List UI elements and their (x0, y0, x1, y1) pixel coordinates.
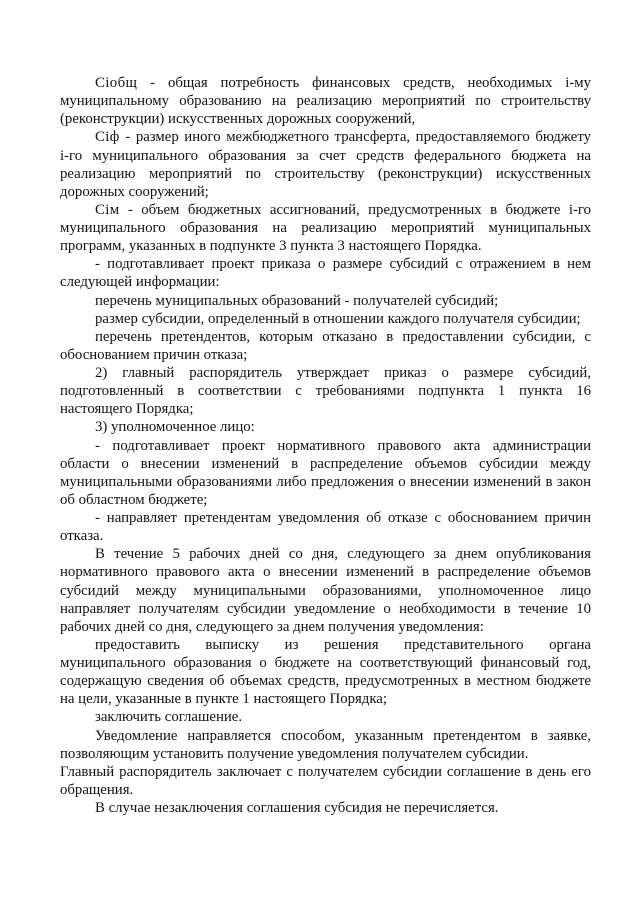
formula-symbol: Сiф (95, 129, 120, 146)
paragraph-legal-act-draft (60, 437, 591, 510)
paragraph-refusal-notice (60, 509, 591, 545)
list-item-municipalities (60, 292, 591, 310)
text-line: отказа. (60, 528, 104, 545)
text-line: - подготавливает проект приказа о размере субсидий с отражением в нем (95, 256, 591, 273)
text-line: муниципального образования на реализацию мероприятий муниципальных (60, 220, 591, 236)
text-line: заключить соглашение. (95, 709, 243, 726)
text-line: 2) главный распорядитель утверждает приказ о размере субсидий, (95, 365, 591, 381)
text-line: 3) уполномоченное лицо: (95, 419, 255, 436)
text-line: настоящего Порядка; (60, 401, 194, 418)
formula-symbol: Сiм (95, 201, 120, 218)
paragraph-agreement-day (60, 763, 591, 799)
list-item-subsidy-size (60, 310, 591, 328)
text-line: обращения. (60, 781, 134, 798)
text-line: (реконструкции) искусственных дорожных сооружений, (60, 111, 416, 128)
paragraph-notification-method (60, 727, 591, 763)
text-line: нормативного правового акта о внесении изменений в распределение объемов (60, 564, 591, 581)
formula-symbol: Сiобщ (95, 75, 138, 91)
text-line (60, 128, 591, 146)
text-line: субсидий между муниципальными образованиями, уполномоченное лицо (60, 582, 591, 599)
text-line: дорожных сооружений; (60, 183, 209, 200)
text-line: муниципальному образованию на реализацию мероприятий по строительству (60, 93, 591, 110)
document-page (60, 74, 591, 817)
text-line: области о внесении изменений в распределение объемов субсидии между (60, 455, 591, 472)
text-line: содержащую сведения об объемах средств, предусмотренных в местном бюджете (60, 673, 591, 690)
text-line: перечень претендентов, которым отказано в предоставлении субсидии, с (95, 328, 591, 345)
text-line: на цели, указанные в пункте 1 настоящего Порядка; (60, 691, 387, 708)
text-line (60, 74, 591, 92)
list-item-refused-applicants (60, 328, 591, 364)
text-line: программ, указанных в подпункте 3 пункта 3 настоящего Порядка. (60, 238, 482, 255)
text-line: Уведомление направляется способом, указанным претендентом в заявке, (95, 727, 591, 744)
text-line: В случае незаключения соглашения субсидия не перечисляется. (95, 800, 499, 816)
text-line (60, 201, 591, 219)
text-line: предоставить выписку из решения представительного органа (95, 636, 591, 653)
definition-c-f (60, 128, 591, 201)
text-line: реализацию мероприятий по строительству (реконструкции) искусственных (60, 165, 591, 182)
paragraph-order-preparation (60, 255, 591, 291)
text-line: В течение 5 рабочих дней со дня, следующего за днем опубликования (95, 546, 591, 563)
definition-c-m (60, 201, 591, 255)
text-line: позволяющим установить получение уведомления получателем субсидии. (60, 745, 529, 762)
text-line: i-го муниципального образования за счет средств федерального бюджета на (60, 147, 591, 164)
text-line: Главный распорядитель заключает с получателем субсидии соглашение в день его (60, 763, 591, 780)
text-line: муниципальными образованиями либо предложения о внесении изменений в закон (60, 473, 591, 490)
paragraph-item-2 (60, 364, 591, 418)
paragraph-sign-agreement (60, 708, 591, 726)
text-line: обоснованием причин отказа; (60, 346, 248, 363)
text-line: направляет получателям субсидии уведомление о необходимости в течение 10 (60, 600, 591, 617)
text-line: подготовленный в соответствии с требованиями подпункта 1 пункта 16 (60, 383, 591, 400)
paragraph-item-3 (60, 418, 591, 436)
text-line: размер субсидии, определенный в отношении каждого получателя субсидии; (95, 310, 581, 327)
text-line: - подготавливает проект нормативного правового акта администрации (95, 437, 591, 454)
text-line: следующей информации: (60, 274, 220, 291)
line-text: - общая потребность финансовых средств, необходимых i-му (150, 75, 592, 91)
line-text: - объем бюджетных ассигнований, предусмотренных в бюджете i-го (127, 201, 591, 218)
text-line: муниципального образования о бюджете на соответствующий финансовый год, (60, 655, 591, 671)
text-line: перечень муниципальных образований - получателей субсидий; (95, 292, 499, 309)
text-line: - направляет претендентам уведомления об отказе с обоснованием причин (95, 510, 591, 526)
paragraph-no-transfer (60, 799, 591, 817)
line-text: - размер иного межбюджетного трансферта, предоставляемого бюджету (125, 129, 592, 146)
text-line: рабочих дней со дня, следующего за днем получения уведомления: (60, 618, 484, 635)
definition-c-obsh (60, 74, 591, 128)
paragraph-notification-deadline (60, 545, 591, 636)
paragraph-provide-extract (60, 636, 591, 709)
text-line: об областном бюджете; (60, 491, 208, 508)
